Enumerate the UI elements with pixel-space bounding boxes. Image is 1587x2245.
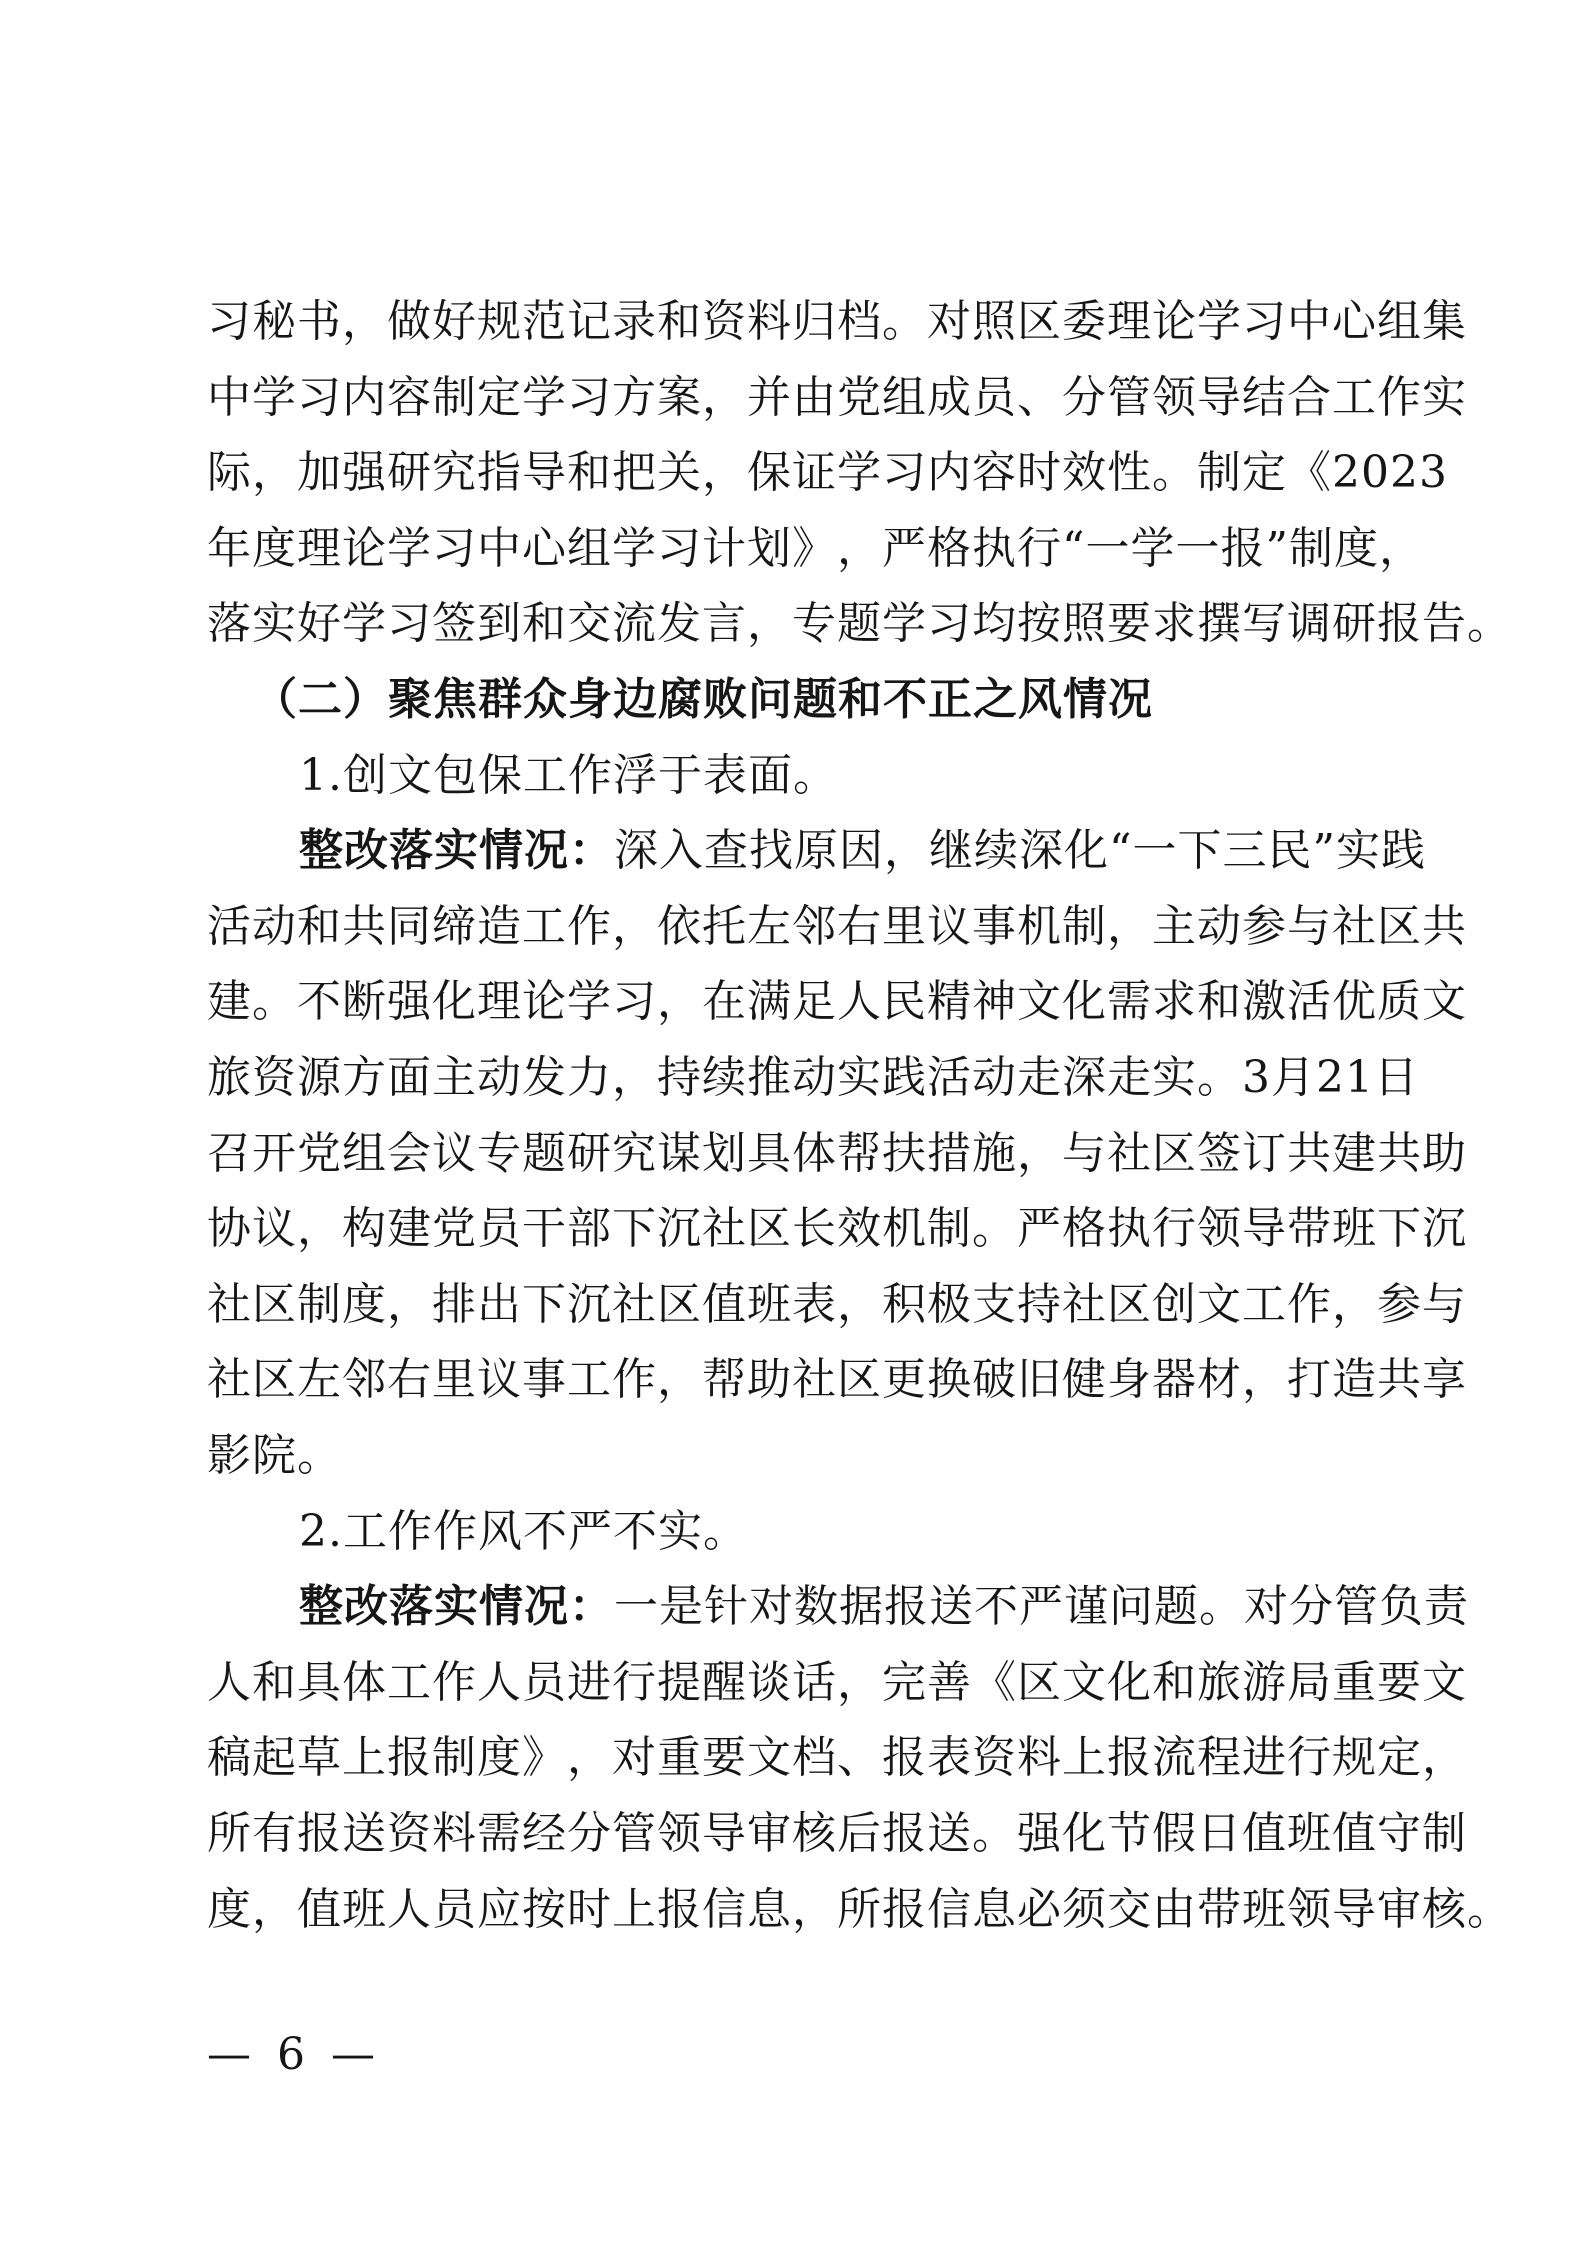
page-number: — 6 — xyxy=(207,2029,381,2080)
text-line: 落 实 好 学 习 签 到 和 交 流 发 言 ， 专 题 学 习 均 按 照 要 求 撰 写 调 研 报 告 。 xyxy=(207,598,1512,650)
text-line: 1.创文包保工作浮于表面。 xyxy=(299,749,838,801)
text-line: 活 动 和 共 同 缔 造 工 作 ， 依 托 左 邻 右 里 议 事 机 制 ， 主 动 参 与 社 区 共 xyxy=(207,900,1467,952)
lead-label: 整改落实情况： xyxy=(299,825,614,877)
text-line: 度 ， 值 班 人 员 应 按 时 上 报 信 息 ， 所 报 信 息 必 须 交 由 带 班 领 导 审 核 。 xyxy=(207,1883,1512,1935)
text-line: 习 秘 书 ， 做 好 规 范 记 录 和 资 料 归 档 。 对 照 区 委 理 论 学 习 中 心 组 集 xyxy=(207,296,1467,347)
text-line: 人 和 具 体 工 作 人 员 进 行 提 醒 谈 话 ， 完 善 《 区 文 化 和 旅 游 局 重 要 文 xyxy=(207,1656,1467,1708)
text-line: （二）聚焦群众身边腐败问题和不正之风情况 xyxy=(253,674,1153,725)
text-line: 稿 起 草 上 报 制 度 》 ， 对 重 要 文 档 、 报 表 资 料 上 报 流 程 进 行 规 定 ， xyxy=(207,1732,1467,1784)
text-line: 旅 资 源 方 面 主 动 发 力 ， 持 续 推 动 实 践 活 动 走 深 走 实 。 3 月 21 日 xyxy=(207,1052,1419,1103)
text-line: 年 度 理 论 学 习 中 心 组 学 习 计 划 》 ， 严 格 执 行 “ 一 学 一 报 ” 制 度 ， xyxy=(207,522,1424,574)
text-line: 召 开 党 组 会 议 专 题 研 究 谋 划 具 体 帮 扶 措 施 ， 与 社 区 签 订 共 建 共 助 xyxy=(207,1127,1467,1179)
text-line: 社 区 左 邻 右 里 议 事 工 作 ， 帮 助 社 区 更 换 破 旧 健 身 器 材 ， 打 造 共 享 xyxy=(207,1354,1467,1406)
text-line: 社 区 制 度 ， 排 出 下 沉 社 区 值 班 表 ， 积 极 支 持 社 区 创 文 工 作 ， 参 与 xyxy=(207,1278,1467,1330)
lead-label: 整改落实情况： xyxy=(299,1581,614,1633)
text-line: 建 。 不 断 强 化 理 论 学 习 ， 在 满 足 人 民 精 神 文 化 需 求 和 激 活 优 质 文 xyxy=(207,976,1467,1028)
text-line: 2.工作作风不严不实。 xyxy=(299,1505,748,1557)
text-line: 影院。 xyxy=(207,1430,342,1481)
text-line: 协 议 ， 构 建 党 员 干 部 下 沉 社 区 长 效 机 制 。 严 格 执 行 领 导 带 班 下 沉 xyxy=(207,1203,1467,1255)
text-line: 所 有 报 送 资 料 需 经 分 管 领 导 审 核 后 报 送 。 强 化 节 假 日 值 班 值 守 制 xyxy=(207,1808,1467,1859)
text-line: 中 学 习 内 容 制 定 学 习 方 案 ， 并 由 党 组 成 员 、 分 管 领 导 结 合 工 作 实 xyxy=(207,371,1467,423)
text-line: 整改落实情况： 深 入 查 找 原 因 ， 继 续 深 化 “ 一 下 三 民 ” 实 践 xyxy=(299,821,1389,881)
text-line: 际 ， 加 强 研 究 指 导 和 把 关 ， 保 证 学 习 内 容 时 效 性 。 制 定 《 2023 xyxy=(207,447,1448,499)
text-line: 整改落实情况： 一 是 针 对 数 据 报 送 不 严 谨 问 题 。 对 分 管 负 责 xyxy=(299,1577,1389,1637)
